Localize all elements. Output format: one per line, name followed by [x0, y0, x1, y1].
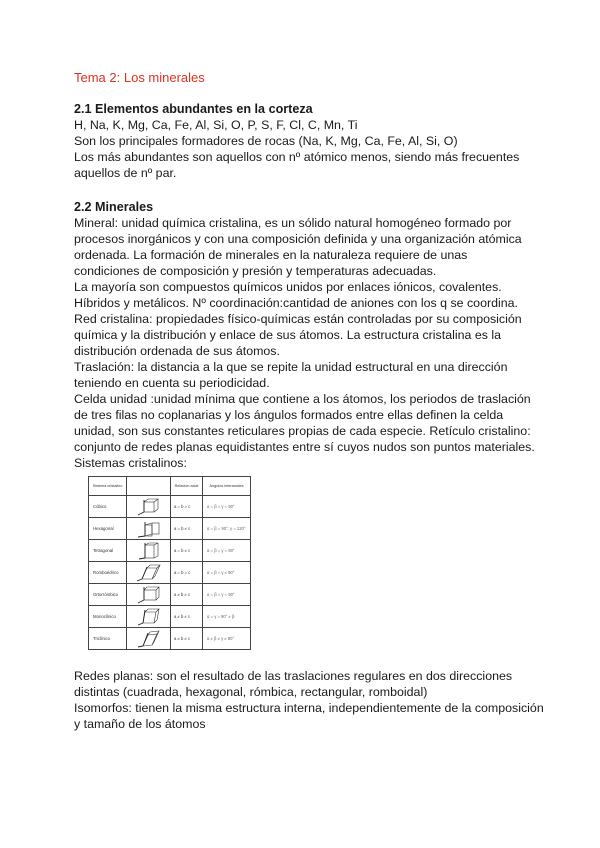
triclinic-cell-figure	[127, 628, 171, 650]
system-name: Tetragonal	[89, 540, 127, 562]
section-redes-planas	[74, 668, 544, 732]
axial-relation: a ≠ b ≠ c	[171, 606, 203, 628]
paragraph-enlaces: La mayoría son compuestos químicos unidos por enlaces iónicos, covalentes. Híbridos y metálicos. Nº coordinación:cantidad de aniones con los q se coordina.	[74, 280, 518, 310]
system-name: Cúbico	[89, 496, 127, 518]
paragraph-celda-unidad: Celda unidad :unidad mínima que contiene a los átomos, los periodos de traslación de tres filas no coplanarias y los ángulos formados entre ellas definen la celda unidad, son sus constantes reticulares propias de cada especie. Retículo cristalino: conjunto de redes planas equidistantes entre sí cuyos nudos son puntos materiales.	[74, 392, 535, 454]
paragraph-redes-planas: Redes planas: son el resultado de las traslaciones regulares en dos direcciones distintas (cuadrada, hexagonal, rómbica, rectangular, romboidal)	[74, 669, 513, 699]
document-title: Tema 2: Los minerales	[74, 70, 205, 85]
interaxial-angles: α ≠ β ≠ γ ≠ 90°	[203, 628, 251, 650]
table-row	[89, 628, 251, 650]
rock-formers: Son los principales formadores de rocas (Na, K, Mg, Ca, Fe, Al, Si, O)	[74, 134, 458, 148]
table-row	[89, 518, 251, 540]
hexagonal-cell-figure	[127, 518, 171, 540]
table-header: Relación axial	[171, 477, 203, 496]
paragraph-isomorfos: Isomorfos: tienen la misma estructura interna, independientemente de la composición y tamaño de los átomos	[74, 701, 544, 731]
table-header: Ángulos interaxiales	[203, 477, 251, 496]
table-row	[89, 606, 251, 628]
table-row	[89, 584, 251, 606]
orthorhombic-cell-figure	[127, 584, 171, 606]
system-name: Romboédrico	[89, 562, 127, 584]
interaxial-angles: α = β = γ = 90°	[203, 496, 251, 518]
paragraph-traslacion: Traslación: la distancia a la que se repite la unidad estructural en una dirección teniendo en cuenta su periodicidad.	[74, 360, 508, 390]
monoclinic-cell-figure	[127, 606, 171, 628]
interaxial-angles: α = β = 90°; γ = 120°	[203, 518, 251, 540]
abundance-note: Los más abundantes son aquellos con nº atómico menos, siendo más frecuentes aquellos de nº par.	[74, 150, 520, 180]
system-name: Triclínico	[89, 628, 127, 650]
interaxial-angles: α = β = γ = 90°	[203, 540, 251, 562]
paragraph-mineral: Mineral: unidad química cristalina, es un sólido natural homogéneo formado por procesos inorgánicos y con una composición definida y una organización atómica ordenada. La formación de minerales en la naturaleza requiere de unas condiciones de composición y presión y temperaturas adecuadas.	[74, 216, 522, 278]
axial-relation: a = b ≠ c	[171, 518, 203, 540]
interaxial-angles: α = β = γ = 90°	[203, 584, 251, 606]
crystal-systems-table	[88, 476, 250, 656]
table-row	[89, 540, 251, 562]
system-name: Monoclínico	[89, 606, 127, 628]
axial-relation: a = b = c	[171, 562, 203, 584]
table-header-row	[89, 477, 251, 496]
system-name: Ortorrómbico	[89, 584, 127, 606]
axial-relation: a = b = c	[171, 496, 203, 518]
system-name: Hexagonal	[89, 518, 127, 540]
table-header: Sistema cristalino	[89, 477, 127, 496]
axial-relation: a ≠ b ≠ c	[171, 628, 203, 650]
axial-relation: a ≠ b ≠ c	[171, 584, 203, 606]
interaxial-angles: α = β = γ ≠ 90°	[203, 562, 251, 584]
table-row	[89, 562, 251, 584]
section-heading: 2.1 Elementos abundantes en la corteza	[74, 102, 313, 116]
rhombohedral-cell-figure	[127, 562, 171, 584]
section-minerales	[74, 199, 536, 471]
table-row	[89, 496, 251, 518]
paragraph-sistemas: Sistemas cristalinos:	[74, 456, 187, 470]
element-list: H, Na, K, Mg, Ca, Fe, Al, Si, O, P, S, F, Cl, C, Mn, Ti	[74, 118, 358, 132]
paragraph-red-cristalina: Red cristalina: propiedades físico-químicas están controladas por su composición química y la distribución y enlace de sus átomos. La estructura cristalina es la distribución ordenada de sus átomos.	[74, 312, 522, 358]
interaxial-angles: α = γ = 90° ≠ β	[203, 606, 251, 628]
section-heading: 2.2 Minerales	[74, 200, 154, 214]
axial-relation: a = b ≠ c	[171, 540, 203, 562]
table-header	[127, 477, 171, 496]
tetragonal-cell-figure	[127, 540, 171, 562]
cubic-cell-figure	[127, 496, 171, 518]
section-elementos	[74, 101, 534, 181]
